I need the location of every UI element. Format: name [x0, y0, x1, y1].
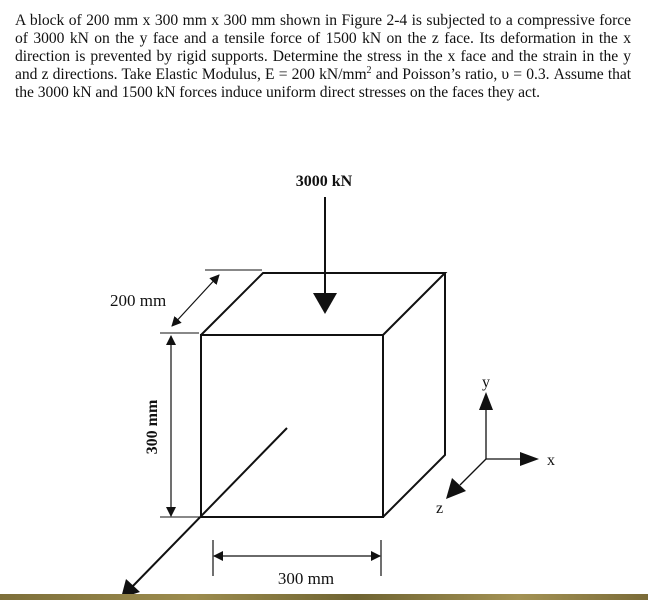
problem-text-part1: A block of 200 mm x 300 mm x 300 mm shown in Figure 2-4 is subjected to a compressive force of 3000 kN on the y face and a tensile force of 1500 kN on the z face. Its deformation in the x direction is prevented by rigid supports. Determine the stress in the x face and the strain in the y and z directions. Take Elastic Modulus, E = 200 kN/mm: [15, 12, 631, 83]
units-superscript: 2: [366, 64, 372, 76]
problem-text-part2: and Poisson’s ratio, υ = 0.3. Assume that the 3000 kN and 1500 kN forces induce uniform direct stresses on the faces they act.: [15, 66, 632, 101]
axis-x-label: x: [547, 452, 555, 469]
x-axis-arrow: [520, 452, 539, 466]
width-dimension-label: 300 mm: [277, 569, 335, 588]
block-side-face: [383, 273, 445, 517]
force-label: 3000 kN: [295, 173, 353, 190]
axis-z-label: z: [436, 500, 444, 517]
depth-dimension-label: 200 mm: [110, 291, 167, 310]
height-dimension-label: 300 mm: [144, 399, 161, 455]
height-dimension-line: [160, 336, 199, 517]
axis-y-label: y: [482, 374, 490, 391]
bottom-edge-strip: [0, 594, 648, 600]
depth-dimension-line: [160, 270, 262, 333]
z-axis-line: [460, 459, 486, 485]
force-arrow: [313, 197, 337, 314]
coordinate-axes: [446, 392, 539, 499]
block-front-face: [201, 335, 383, 517]
y-axis-arrow: [479, 392, 493, 410]
